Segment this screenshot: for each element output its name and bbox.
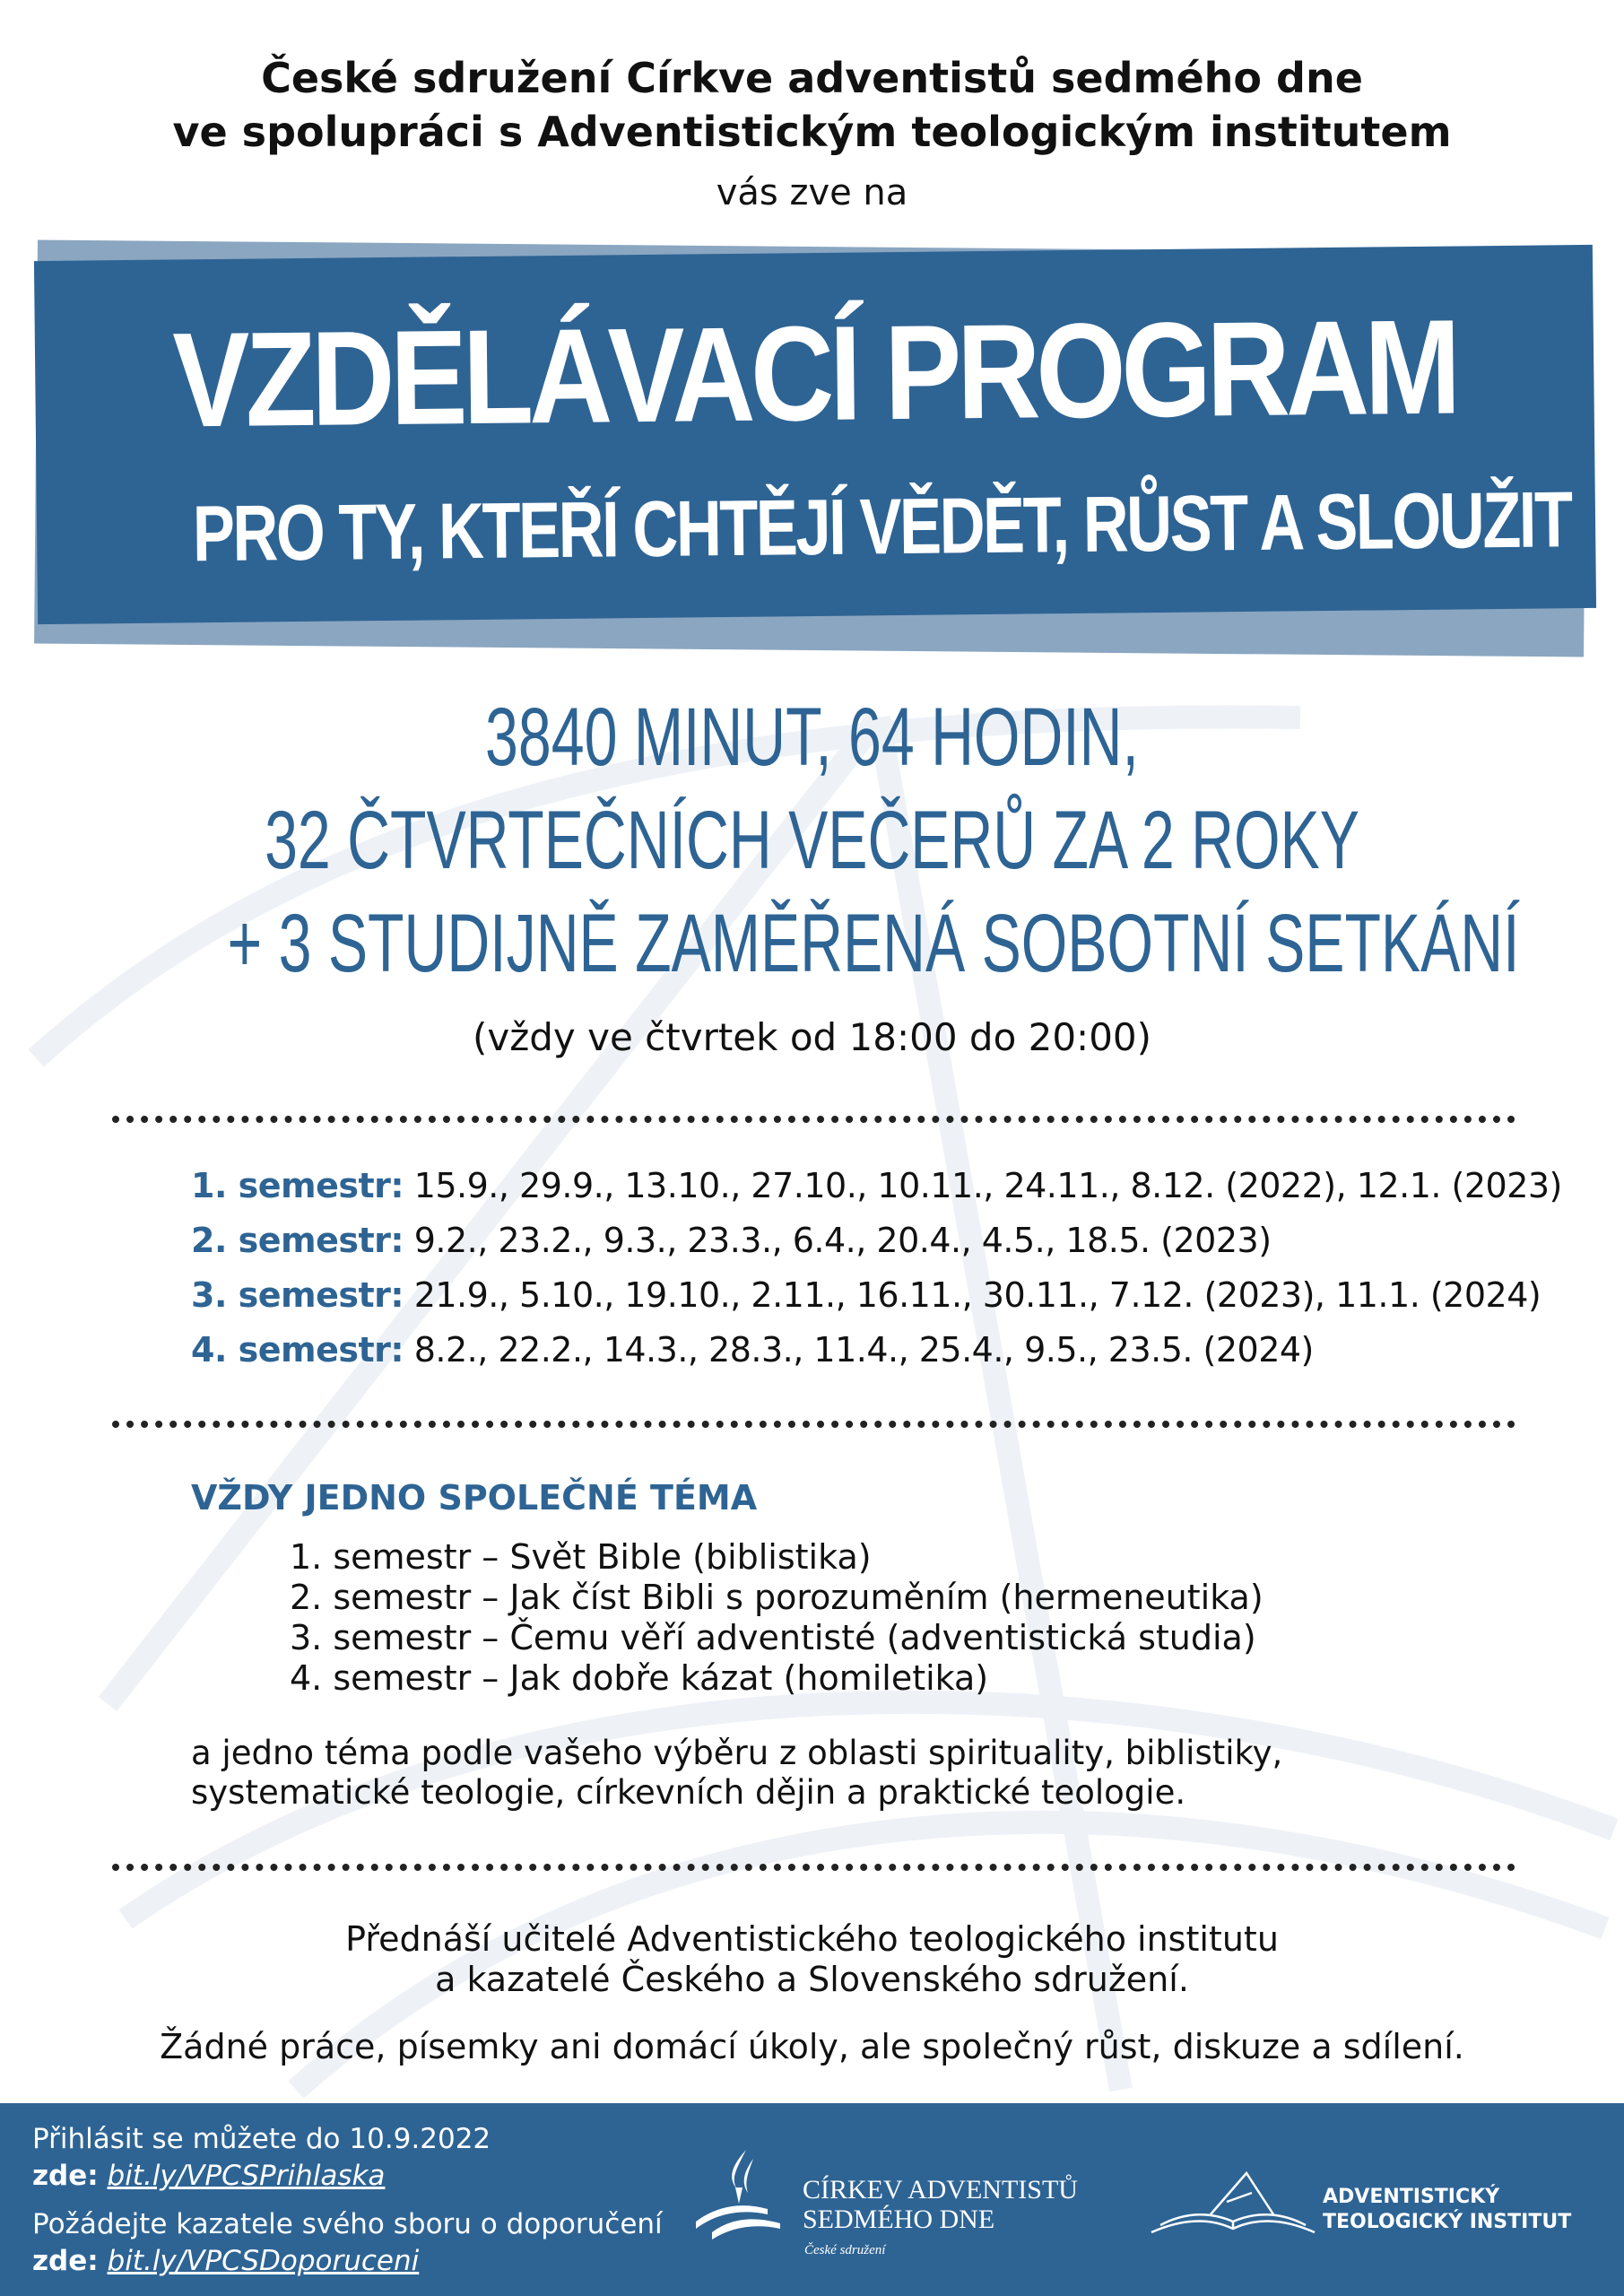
signup-link[interactable]: bit.ly/VPCSPrihlaska (107, 2160, 386, 2192)
lecturers-line-1: Přednáší učitelé Adventistického teologického institutu (345, 1919, 1279, 1959)
church-logo-icon (690, 2146, 789, 2245)
signup-link-row (32, 2160, 385, 2192)
stats-line-2: 32 ČTVRTEČNÍCH VEČERŮ ZA 2 ROKY (265, 795, 1359, 886)
signup-deadline: Přihlásit se můžete do 10.9.2022 (32, 2123, 491, 2155)
stats-line-3: + 3 STUDIJNĚ ZAMĚŘENÁ SOBOTNÍ SETKÁNÍ (227, 898, 1520, 989)
recommendation-link-row (32, 2245, 419, 2277)
topic-item: 1. semestr – Svět Bible (biblistika) (290, 1537, 872, 1577)
signup-prefix: zde: (32, 2160, 99, 2192)
closing-statement: Žádné práce, písemky ani domácí úkoly, ale společný růst, diskuze a sdílení. (160, 2027, 1464, 2066)
recommendation-text: Požádejte kazatele svého sboru o doporučení (32, 2208, 663, 2240)
invitation-text: vás zve na (716, 172, 908, 213)
organizer-line-1: České sdružení Církve adventistů sedmého dne (261, 54, 1363, 102)
elective-note-line-1: a jedno téma podle vašeho výběru z oblasti spirituality, biblistiky, (191, 1734, 1283, 1772)
semester-label: 3. semestr: (191, 1275, 404, 1315)
dotted-divider (112, 1421, 1515, 1428)
recommendation-link[interactable]: bit.ly/VPCSDoporuceni (107, 2245, 420, 2277)
topic-item: 3. semestr – Čemu věří adventisté (adventistická studia) (290, 1618, 1256, 1657)
program-title: VZDĚLÁVACÍ PROGRAM (171, 291, 1457, 456)
institute-logo-icon (1148, 2166, 1318, 2242)
footer-bar (0, 2103, 1624, 2296)
semester-row (191, 1221, 1272, 1260)
church-conference-name: České sdružení (804, 2243, 886, 2257)
time-note: (vždy ve čtvrtek od 18:00 do 20:00) (472, 1015, 1152, 1059)
program-subtitle: PRO TY, KTEŘÍ CHTĚJÍ VĚDĚT, RŮST A SLOUŽIT (192, 474, 1572, 578)
dotted-divider (112, 1116, 1515, 1123)
topics-heading: VŽDY JEDNO SPOLEČNÉ TÉMA (191, 1478, 758, 1518)
semester-row (191, 1275, 1541, 1315)
church-name-line-1: CÍRKEV ADVENTISTŮ (803, 2175, 1078, 2205)
semester-dates: 15.9., 29.9., 13.10., 27.10., 10.11., 24.11., 8.12. (2022), 12.1. (2023) (413, 1166, 1562, 1205)
lecturers-line-2: a kazatelé Českého a Slovenského sdružení. (435, 1960, 1189, 1999)
semester-label: 2. semestr: (191, 1221, 404, 1260)
topic-item: 4. semestr – Jak dobře kázat (homiletika) (290, 1658, 989, 1698)
institute-name-line-1: ADVENTISTICKÝ (1323, 2186, 1500, 2208)
institute-name-line-2: TEOLOGICKÝ INSTITUT (1323, 2211, 1572, 2233)
semester-dates: 8.2., 22.2., 14.3., 28.3., 11.4., 25.4., 9.5., 23.5. (2024) (413, 1330, 1314, 1370)
dotted-divider (112, 1864, 1515, 1871)
semester-row (191, 1330, 1314, 1370)
church-name-line-2: SEDMÉHO DNE (803, 2205, 995, 2234)
title-banner (34, 245, 1596, 624)
organizer-line-2: ve spolupráci s Adventistickým teologickým institutem (172, 108, 1452, 156)
semester-dates: 9.2., 23.2., 9.3., 23.3., 6.4., 20.4., 4.5., 18.5. (2023) (413, 1221, 1272, 1260)
semester-dates: 21.9., 5.10., 19.10., 2.11., 16.11., 30.11., 7.12. (2023), 11.1. (2024) (413, 1275, 1541, 1315)
stats-line-1: 3840 MINUT, 64 HODIN, (485, 691, 1139, 783)
elective-note-line-2: systematické teologie, církevních dějin a praktické teologie. (191, 1773, 1186, 1812)
topic-item: 2. semestr – Jak číst Bibli s porozuměním (hermeneutika) (290, 1578, 1264, 1617)
semester-label: 1. semestr: (191, 1166, 404, 1205)
semester-row (191, 1166, 1562, 1205)
semester-label: 4. semestr: (191, 1330, 404, 1370)
recommendation-prefix: zde: (32, 2245, 99, 2277)
